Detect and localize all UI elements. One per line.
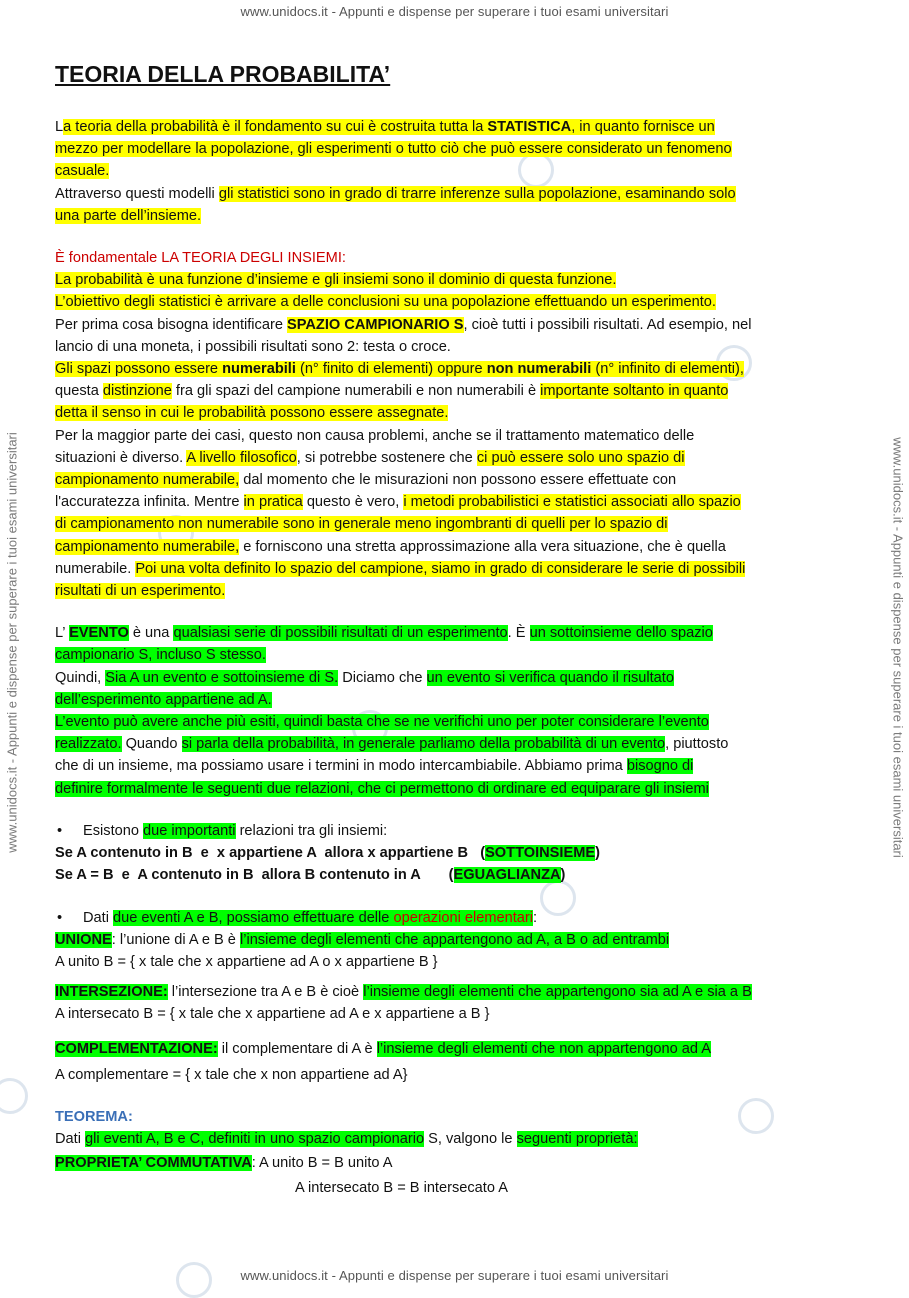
bold-term: COMPLEMENTAZIONE: — [55, 1040, 218, 1057]
text: questa — [55, 383, 103, 400]
text-line — [55, 755, 855, 777]
text: Quindi, — [55, 669, 106, 686]
text-line — [55, 711, 855, 733]
highlight: l’insieme degli elementi che appartengono ad A, a B o ad entrambi — [239, 931, 670, 948]
text: : — [533, 909, 538, 926]
text: Dati — [83, 909, 114, 926]
bullet-line — [55, 820, 855, 842]
text: A intersecato B = B intersecato A — [295, 1179, 508, 1196]
text: situazioni è diverso. — [55, 449, 187, 466]
text-line — [55, 402, 855, 424]
text-line — [55, 183, 855, 205]
text-line — [55, 491, 855, 513]
text-line — [55, 425, 855, 447]
bold-term: STATISTICA — [487, 119, 572, 135]
highlight: operazioni elementari — [393, 909, 534, 926]
highlight: gli statistici sono in grado di trarre inferenze sulla popolazione, esaminando solo — [218, 185, 736, 202]
highlight: realizzato. — [55, 736, 122, 753]
text-line — [55, 1064, 855, 1086]
bullet-icon: • — [57, 822, 63, 839]
text-line — [55, 1038, 855, 1060]
spacer — [55, 227, 855, 247]
text-line — [55, 667, 855, 689]
text-line — [55, 929, 855, 951]
text-line — [55, 205, 855, 227]
highlight: si parla della probabilità, in generale parliamo della probabilità di un evento — [181, 736, 666, 753]
bold-term: non numerabili — [486, 361, 592, 378]
text: Per prima cosa bisogna identificare — [55, 316, 287, 333]
text-line — [55, 1152, 855, 1174]
text: l'accuratezza infinita. Mentre — [55, 494, 244, 511]
highlight: Gli spazi possono essere — [55, 361, 223, 378]
highlight: ci può essere solo uno spazio di — [476, 449, 685, 466]
text: , cioè tutti i possibili risultati. Ad esempio, nel — [463, 316, 752, 333]
text-line — [55, 1177, 855, 1199]
highlight: l’insieme degli elementi che appartengono sia ad A e sia a B — [363, 984, 752, 1001]
highlight: A livello filosofico — [186, 449, 297, 466]
spacer — [55, 800, 855, 820]
bullet-icon: • — [57, 909, 63, 926]
text: Se A = B e A contenuto in B allora B contenuto in A ( — [55, 867, 454, 884]
text: l’intersezione tra A e B è cioè — [167, 984, 364, 1001]
text-line — [55, 622, 855, 644]
highlight: (n° infinito di elementi), — [591, 361, 744, 378]
watermark-left: www.unidocs.it - Appunti e dispense per superare i tuoi esami universitari — [4, 432, 20, 853]
bold-term: SPAZIO CAMPIONARIO S — [287, 316, 464, 333]
highlight: due eventi A e B, possiamo effettuare delle — [113, 909, 394, 926]
bold-term: PROPRIETA’ COMMUTATIVA — [55, 1155, 252, 1172]
text-line — [55, 513, 855, 535]
highlight: campionario S, incluso S stesso. — [55, 647, 266, 664]
text: Esistono — [83, 822, 144, 839]
highlight: bisogno di — [626, 758, 694, 775]
highlight: L’evento può avere anche più esiti, quindi basta che se ne verifichi uno per poter considerare l’evento — [55, 714, 709, 731]
text: Se A contenuto in B e x appartiene A allora x appartiene B ( — [55, 845, 486, 862]
highlight: di campionamento non numerabile sono in generale meno ingombranti di quelli per lo spazio di — [55, 516, 668, 533]
text: e forniscono una stretta approssimazione alla vera situazione, che è quella — [239, 538, 726, 555]
bold-term: numerabili — [222, 361, 296, 378]
highlight: importante soltanto in quanto — [540, 383, 729, 400]
text: Diciamo che — [338, 669, 427, 686]
highlight: L’obiettivo degli statistici è arrivare a delle conclusioni su una popolazione effettuando un esperimento. — [55, 294, 716, 311]
highlight: campionamento numerabile, — [55, 472, 240, 489]
text-line — [55, 447, 855, 469]
text: dal momento che le misurazioni non possono essere effettuate con — [239, 472, 677, 489]
text: lancio di una moneta, i possibili risultati sono 2: testa o croce. — [55, 338, 451, 355]
text-line — [55, 1003, 855, 1025]
text-line — [55, 138, 855, 160]
section-heading: TEOREMA: — [55, 1108, 133, 1125]
text: : l’unione di A e B è — [111, 931, 240, 948]
text: numerabile. — [55, 560, 136, 577]
text-line — [55, 1128, 855, 1150]
highlight: Sia A un evento e sottoinsieme di S. — [105, 669, 339, 686]
text: è una — [128, 625, 174, 642]
watermark-top: www.unidocs.it - Appunti e dispense per superare i tuoi esami universitari — [240, 4, 669, 19]
highlight: a teoria della probabilità è il fondamento su cui è costruita tutta la — [63, 119, 488, 135]
highlight: Poi una volta definito lo spazio del campione, siamo in grado di considerare le serie di possibili — [135, 560, 746, 577]
text-line — [55, 733, 855, 755]
bold-term: UNIONE — [55, 931, 112, 948]
watermark-right: www.unidocs.it - Appunti e dispense per superare i tuoi esami universitari — [890, 437, 906, 858]
text-line — [55, 314, 855, 336]
text-line — [55, 951, 855, 973]
text: il complementare di A è — [217, 1040, 377, 1057]
text-line — [55, 160, 855, 182]
spacer — [55, 602, 855, 622]
text: questo è vero, — [302, 494, 404, 511]
text-line — [55, 864, 855, 886]
bullet-line — [55, 907, 855, 929]
document-body — [55, 58, 855, 1199]
page-title: TEORIA DELLA PROBABILITA’ — [55, 61, 391, 87]
highlight: risultati di un esperimento. — [55, 583, 226, 600]
text-line — [55, 291, 855, 313]
highlight: distinzione — [102, 383, 172, 400]
highlight: seguenti proprietà: — [516, 1131, 638, 1148]
text-line — [55, 358, 855, 380]
highlight: l’insieme degli elementi che non appartengono ad A — [376, 1040, 711, 1057]
text: fra gli spazi del campione numerabili e non numerabili è — [171, 383, 541, 400]
highlight: una parte dell’insieme. — [55, 207, 202, 224]
text-line — [55, 580, 855, 602]
text: relazioni tra gli insiemi: — [235, 822, 388, 839]
intro-paragraph — [55, 116, 855, 138]
text: A complementare = { x tale che x non appartiene ad A} — [55, 1066, 408, 1083]
highlight: (n° finito di elementi) oppure — [295, 361, 487, 378]
highlight: gli eventi A, B e C, definiti in uno spazio campionario — [85, 1131, 425, 1148]
spacer — [55, 1086, 855, 1106]
text: , si potrebbe sostenere che — [296, 449, 477, 466]
highlight: i metodi probabilistici e statistici associati allo spazio — [403, 494, 741, 511]
highlight: campionamento numerabile, — [55, 538, 240, 555]
highlight: in pratica — [243, 494, 303, 511]
text-line — [55, 558, 855, 580]
spacer — [55, 887, 855, 907]
highlight: un evento si verifica quando il risultato — [426, 669, 674, 686]
highlight: EGUAGLIANZA — [453, 867, 561, 884]
unidocs-logo-icon — [176, 1262, 212, 1298]
text: Attraverso questi modelli — [55, 185, 219, 202]
unidocs-logo-icon — [0, 1078, 28, 1114]
highlight: definire formalmente le seguenti due relazioni, che ci permettono di ordinare ed equiparare gli insiemi — [55, 780, 709, 797]
text: A unito B = { x tale che x appartiene ad A o x appartiene B } — [55, 953, 438, 970]
first-letter: L — [55, 119, 64, 135]
highlight: dell’esperimento appartiene ad A. — [55, 691, 272, 708]
text: L’ — [55, 625, 70, 642]
bold-term: EVENTO — [69, 625, 129, 642]
text: S, valgono le — [424, 1131, 517, 1148]
text-line — [55, 689, 855, 711]
text: ) — [595, 845, 600, 862]
highlight: qualsiasi serie di possibili risultati di un esperimento — [173, 625, 508, 642]
text-line — [55, 380, 855, 402]
text: Per la maggior parte dei casi, questo non causa problemi, anche se il trattamento matematico delle — [55, 427, 695, 444]
highlight: detta il senso in cui le probabilità possono essere assegnate. — [55, 405, 449, 422]
spacer — [55, 1026, 855, 1038]
text-line — [55, 981, 855, 1003]
highlight: due importanti — [143, 822, 236, 839]
highlight: , in quanto fornisce un — [571, 119, 715, 135]
text-line — [55, 842, 855, 864]
text-line — [55, 336, 855, 358]
highlight: casuale. — [55, 163, 110, 180]
text: ) — [560, 867, 566, 884]
text-line — [55, 778, 855, 800]
text: A intersecato B = { x tale che x appartiene ad A e x appartiene a B } — [55, 1006, 490, 1023]
text: : A unito B = B unito A — [251, 1155, 393, 1172]
spacer — [55, 973, 855, 981]
highlight: La probabilità è una funzione d’insieme e gli insiemi sono il dominio di questa funzione. — [55, 272, 617, 289]
bold-term: INTERSEZIONE: — [55, 984, 168, 1001]
highlight: mezzo per modellare la popolazione, gli esperimenti o tutto ciò che può essere considerato un fenomeno — [55, 141, 732, 158]
highlight: SOTTOINSIEME — [485, 845, 596, 862]
text: Quando — [121, 736, 182, 753]
highlight: un sottoinsieme dello spazio — [529, 625, 713, 642]
text: . È — [507, 625, 530, 642]
text-line — [55, 644, 855, 666]
section-heading: È fondamentale LA TEORIA DEGLI INSIEMI: — [55, 250, 346, 267]
text-line — [55, 536, 855, 558]
text-line — [55, 469, 855, 491]
text: che di un insieme, ma possiamo usare i termini in modo intercambiabile. Abbiamo prima — [55, 758, 627, 775]
text: Dati — [55, 1131, 86, 1148]
text: , piuttosto — [665, 736, 729, 753]
text-line — [55, 269, 855, 291]
watermark-bottom: www.unidocs.it - Appunti e dispense per superare i tuoi esami universitari — [240, 1268, 669, 1283]
